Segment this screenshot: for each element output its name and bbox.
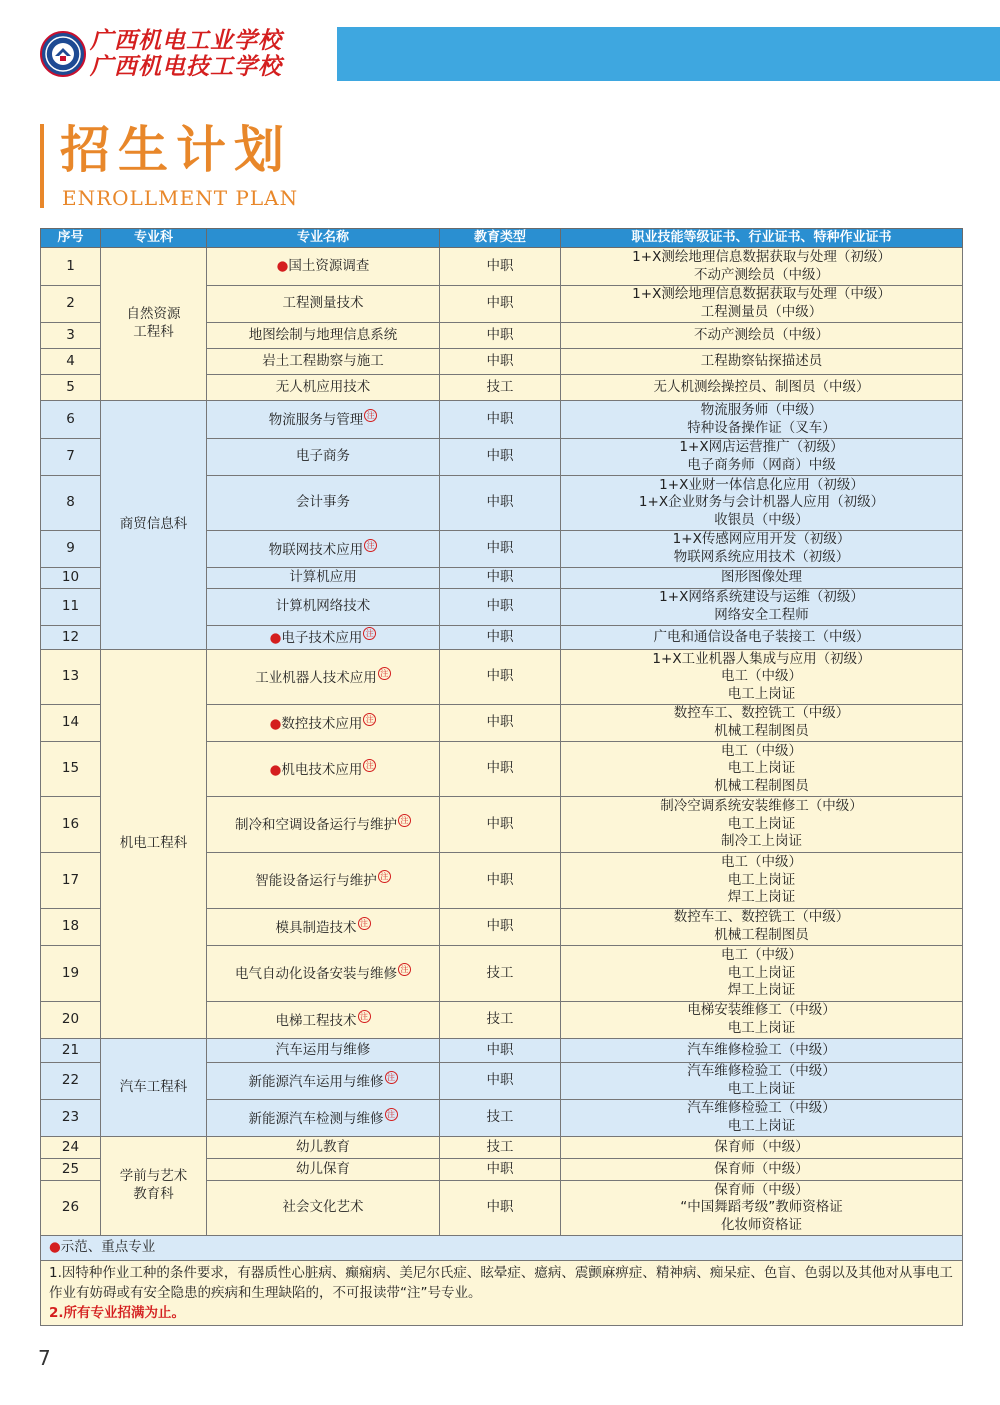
zhu-marker-icon: 注 bbox=[398, 963, 411, 976]
certificate-cell bbox=[561, 589, 963, 626]
certificate-cell bbox=[561, 286, 963, 323]
major-name-cell bbox=[207, 323, 440, 349]
certificate-line: 电工上岗证 bbox=[727, 1118, 796, 1134]
certificate-line: 机械工程制图员 bbox=[714, 777, 809, 794]
certificate-line: 图形图像处理 bbox=[721, 569, 802, 586]
education-type-cell: 中职 bbox=[440, 1039, 561, 1063]
education-type-cell: 中职 bbox=[440, 286, 561, 323]
major-name-cell bbox=[207, 1159, 440, 1181]
major-name-cell bbox=[207, 349, 440, 375]
zhu-marker-icon: 注 bbox=[358, 1010, 371, 1023]
major-name-cell bbox=[207, 375, 440, 401]
major-name-cell bbox=[207, 248, 440, 286]
enrollment-table bbox=[40, 228, 963, 1326]
row-number-cell: 21 bbox=[41, 1039, 101, 1063]
table-row bbox=[41, 1039, 963, 1063]
major-name-cell bbox=[207, 401, 440, 439]
certificate-line: 广电和通信设备电子装接工（中级） bbox=[653, 628, 870, 645]
school-logo-icon bbox=[40, 31, 86, 77]
certificate-line: 保育师（中级） bbox=[714, 1138, 809, 1155]
certificate-line: 物联网系统应用技术（初级） bbox=[673, 549, 850, 565]
certificate-line: 制冷工上岗证 bbox=[721, 833, 802, 850]
certificate-line: 1+X测绘地理信息数据获取与处理（中级） bbox=[632, 286, 891, 303]
major-name-cell bbox=[207, 1181, 440, 1236]
row-number-cell: 16 bbox=[41, 797, 101, 853]
education-type-cell: 中职 bbox=[440, 248, 561, 286]
education-type-cell: 技工 bbox=[440, 1100, 561, 1137]
education-type-cell: 中职 bbox=[440, 476, 561, 531]
certificate-line: 工程测量员（中级） bbox=[700, 304, 823, 320]
major-name: 电梯工程技术 bbox=[275, 1012, 357, 1029]
certificate-line: 1+X企业财务与会计机器人应用（初级） bbox=[638, 494, 885, 511]
certificate-line: 电工上岗证 bbox=[727, 871, 796, 888]
major-name-cell bbox=[207, 439, 440, 476]
department-cell bbox=[101, 248, 207, 401]
certificate-line: 机械工程制图员 bbox=[714, 927, 809, 943]
dot-marker-icon: ● bbox=[269, 761, 282, 778]
page-number: 7 bbox=[38, 1346, 51, 1370]
certificate-cell bbox=[561, 1002, 963, 1039]
education-type-cell: 中职 bbox=[440, 742, 561, 797]
major-name: 物流服务与管理 bbox=[268, 412, 364, 429]
certificate-cell bbox=[561, 1181, 963, 1236]
major-name-cell bbox=[207, 650, 440, 705]
note-1: 1.因特种作业工种的条件要求，有器质性心脏病、癫痫病、美尼尔氏症、眩晕症、癔病、震颤麻痹症、精神病、痴呆症、色盲、色弱以及其他对从事电工作业有妨碍或有安全隐患的疾病和生理缺陷的，不可报读带“注”号专业。 bbox=[49, 1265, 953, 1301]
education-type-cell: 技工 bbox=[440, 946, 561, 1002]
major-name-cell bbox=[207, 1100, 440, 1137]
major-name: 工程测量技术 bbox=[282, 295, 364, 312]
department-cell bbox=[101, 1137, 207, 1236]
page-title: 招生计划 bbox=[60, 120, 292, 179]
education-type-cell: 中职 bbox=[440, 349, 561, 375]
major-name-cell bbox=[207, 1063, 440, 1100]
certificate-cell bbox=[561, 853, 963, 909]
certificate-line: 汽车维修检验工（中级） bbox=[687, 1041, 836, 1058]
certificate-cell bbox=[561, 401, 963, 439]
certificate-line: 电工上岗证 bbox=[727, 964, 796, 981]
notes-row bbox=[41, 1261, 963, 1326]
table-row bbox=[41, 401, 963, 439]
major-name: 机电技术应用 bbox=[281, 761, 363, 778]
major-name-cell bbox=[207, 1002, 440, 1039]
certificate-cell bbox=[561, 531, 963, 568]
dot-marker-icon: ● bbox=[276, 257, 289, 274]
certificate-cell bbox=[561, 1159, 963, 1181]
certificate-line: 汽车维修检验工（中级） bbox=[687, 1100, 836, 1117]
major-name-cell bbox=[207, 568, 440, 589]
education-type-cell: 中职 bbox=[440, 650, 561, 705]
zhu-marker-icon: 注 bbox=[363, 627, 376, 640]
table-row bbox=[41, 650, 963, 705]
zhu-marker-icon: 注 bbox=[363, 759, 376, 772]
certificate-cell bbox=[561, 1063, 963, 1100]
certificate-line: 电梯安装维修工（中级） bbox=[687, 1002, 836, 1019]
zhu-marker-icon: 注 bbox=[364, 409, 377, 422]
certificate-line: 数控车工、数控铣工（中级） bbox=[673, 909, 850, 926]
certificate-cell bbox=[561, 650, 963, 705]
certificate-cell bbox=[561, 476, 963, 531]
major-name-cell bbox=[207, 1137, 440, 1159]
major-name-cell bbox=[207, 531, 440, 568]
certificate-cell bbox=[561, 349, 963, 375]
major-name-cell bbox=[207, 476, 440, 531]
major-name: 电子商务 bbox=[296, 448, 350, 465]
certificate-line: 1+X网络系统建设与运维（初级） bbox=[659, 589, 864, 606]
notes-cell bbox=[41, 1261, 963, 1326]
major-name: 计算机应用 bbox=[289, 569, 357, 586]
department-name-line: 学前与艺术 bbox=[119, 1168, 188, 1185]
certificate-line: 汽车维修检验工（中级） bbox=[687, 1063, 836, 1080]
education-type-cell: 中职 bbox=[440, 568, 561, 589]
school-names bbox=[90, 28, 282, 80]
certificate-line: 电子商务师（网商）中级 bbox=[687, 457, 836, 473]
certificate-cell bbox=[561, 375, 963, 401]
major-name: 地图绘制与地理信息系统 bbox=[248, 326, 398, 343]
major-name: 幼儿保育 bbox=[296, 1160, 350, 1177]
education-type-cell: 技工 bbox=[440, 1002, 561, 1039]
certificate-line: 电工上岗证 bbox=[727, 1020, 796, 1036]
certificate-line: 1+X工业机器人集成与应用（初级） bbox=[652, 650, 871, 667]
certificate-line: 1+X测绘地理信息数据获取与处理（初级） bbox=[632, 248, 891, 265]
row-number-cell: 1 bbox=[41, 248, 101, 286]
major-name: 新能源汽车检测与维修 bbox=[248, 1110, 384, 1127]
certificate-line: 化妆师资格证 bbox=[721, 1216, 802, 1233]
page-subtitle: ENROLLMENT PLAN bbox=[62, 186, 299, 210]
education-type-cell: 中职 bbox=[440, 909, 561, 946]
row-number-cell: 14 bbox=[41, 705, 101, 742]
zhu-marker-icon: 注 bbox=[364, 539, 377, 552]
certificate-line: 电工（中级） bbox=[721, 947, 802, 964]
major-name: 工业机器人技术应用 bbox=[255, 669, 377, 686]
row-number-cell: 24 bbox=[41, 1137, 101, 1159]
certificate-line: 1+X网店运营推广（初级） bbox=[679, 439, 844, 456]
legend-text: 示范、重点专业 bbox=[60, 1239, 156, 1256]
certificate-line: 物流服务师（中级） bbox=[700, 401, 823, 418]
department-cell bbox=[101, 401, 207, 650]
row-number-cell: 22 bbox=[41, 1063, 101, 1100]
certificate-line: 电工（中级） bbox=[721, 854, 802, 871]
education-type-cell: 中职 bbox=[440, 853, 561, 909]
certificate-line: 电工上岗证 bbox=[727, 1081, 796, 1097]
department-cell bbox=[101, 1039, 207, 1137]
column-header: 专业名称 bbox=[207, 229, 440, 248]
row-number-cell: 7 bbox=[41, 439, 101, 476]
table-row bbox=[41, 248, 963, 286]
certificate-line: 焊工上岗证 bbox=[727, 982, 796, 999]
major-name: 数控技术应用 bbox=[281, 715, 363, 732]
row-number-cell: 26 bbox=[41, 1181, 101, 1236]
row-number-cell: 18 bbox=[41, 909, 101, 946]
row-number-cell: 19 bbox=[41, 946, 101, 1002]
certificate-line: “中国舞蹈考级”教师资格证 bbox=[680, 1199, 843, 1216]
major-name: 会计事务 bbox=[296, 494, 350, 511]
major-name: 电气自动化设备安装与维修 bbox=[235, 966, 397, 983]
department-name-line: 商贸信息科 bbox=[119, 516, 188, 533]
row-number-cell: 12 bbox=[41, 626, 101, 650]
column-header: 教育类型 bbox=[440, 229, 561, 248]
major-name: 计算机网络技术 bbox=[275, 598, 371, 615]
certificate-cell bbox=[561, 439, 963, 476]
certificate-line: 电工上岗证 bbox=[727, 760, 796, 777]
certificate-cell bbox=[561, 1100, 963, 1137]
dot-marker-icon: ● bbox=[49, 1239, 61, 1256]
education-type-cell: 技工 bbox=[440, 375, 561, 401]
zhu-marker-icon: 注 bbox=[385, 1071, 398, 1084]
certificate-line: 焊工上岗证 bbox=[727, 889, 796, 906]
major-name-cell bbox=[207, 1039, 440, 1063]
row-number-cell: 2 bbox=[41, 286, 101, 323]
education-type-cell: 中职 bbox=[440, 439, 561, 476]
department-name-line: 机电工程科 bbox=[119, 835, 188, 852]
dot-marker-icon: ● bbox=[269, 630, 282, 647]
certificate-line: 特种设备操作证（叉车） bbox=[687, 419, 836, 436]
major-name: 新能源汽车运用与维修 bbox=[248, 1073, 384, 1090]
certificate-cell bbox=[561, 742, 963, 797]
column-header: 序号 bbox=[41, 229, 101, 248]
column-header: 职业技能等级证书、行业证书、特种作业证书 bbox=[561, 229, 963, 248]
row-number-cell: 20 bbox=[41, 1002, 101, 1039]
legend-row bbox=[41, 1236, 963, 1261]
certificate-line: 电工上岗证 bbox=[727, 815, 796, 832]
row-number-cell: 17 bbox=[41, 853, 101, 909]
certificate-cell bbox=[561, 909, 963, 946]
certificate-line: 电工上岗证 bbox=[727, 685, 796, 702]
dot-marker-icon: ● bbox=[269, 715, 282, 732]
education-type-cell: 中职 bbox=[440, 1063, 561, 1100]
zhu-marker-icon: 注 bbox=[378, 870, 391, 883]
major-name: 智能设备运行与维护 bbox=[255, 873, 377, 890]
row-number-cell: 13 bbox=[41, 650, 101, 705]
school-name-1: 广西机电工业学校 bbox=[90, 27, 282, 54]
header-band bbox=[337, 27, 1000, 81]
major-name: 幼儿教育 bbox=[296, 1138, 350, 1155]
major-name-cell bbox=[207, 946, 440, 1002]
certificate-line: 保育师（中级） bbox=[714, 1160, 809, 1177]
table-row bbox=[41, 1137, 963, 1159]
certificate-line: 1+X传感网应用开发（初级） bbox=[672, 531, 851, 548]
certificate-line: 电工（中级） bbox=[721, 742, 802, 759]
major-name: 制冷和空调设备运行与维护 bbox=[235, 817, 397, 834]
row-number-cell: 15 bbox=[41, 742, 101, 797]
certificate-cell bbox=[561, 323, 963, 349]
zhu-marker-icon: 注 bbox=[398, 814, 411, 827]
row-number-cell: 11 bbox=[41, 589, 101, 626]
legend-cell bbox=[41, 1236, 963, 1261]
certificate-line: 网络安全工程师 bbox=[714, 607, 809, 623]
certificate-line: 不动产测绘员（中级） bbox=[694, 266, 829, 283]
certificate-line: 机械工程制图员 bbox=[714, 723, 809, 739]
department-cell bbox=[101, 650, 207, 1039]
certificate-line: 电工（中级） bbox=[721, 668, 802, 685]
certificate-line: 无人机测绘操控员、制图员（中级） bbox=[653, 378, 870, 395]
education-type-cell: 中职 bbox=[440, 589, 561, 626]
certificate-cell bbox=[561, 1039, 963, 1063]
education-type-cell: 中职 bbox=[440, 531, 561, 568]
major-name-cell bbox=[207, 797, 440, 853]
zhu-marker-icon: 注 bbox=[378, 667, 391, 680]
row-number-cell: 5 bbox=[41, 375, 101, 401]
certificate-line: 制冷空调系统安装维修工（中级） bbox=[660, 798, 863, 815]
row-number-cell: 6 bbox=[41, 401, 101, 439]
certificate-cell bbox=[561, 626, 963, 650]
education-type-cell: 中职 bbox=[440, 626, 561, 650]
certificate-line: 收银员（中级） bbox=[714, 511, 809, 528]
department-name-line: 工程科 bbox=[133, 324, 174, 340]
row-number-cell: 25 bbox=[41, 1159, 101, 1181]
certificate-cell bbox=[561, 946, 963, 1002]
title-accent-bar bbox=[40, 124, 44, 208]
certificate-line: 不动产测绘员（中级） bbox=[694, 326, 829, 343]
education-type-cell: 中职 bbox=[440, 323, 561, 349]
education-type-cell: 中职 bbox=[440, 401, 561, 439]
zhu-marker-icon: 注 bbox=[385, 1108, 398, 1121]
page-header bbox=[0, 0, 1000, 90]
major-name-cell bbox=[207, 286, 440, 323]
major-name: 国土资源调查 bbox=[288, 257, 370, 274]
certificate-cell bbox=[561, 248, 963, 286]
major-name-cell bbox=[207, 626, 440, 650]
certificate-line: 工程勘察钻探描述员 bbox=[700, 352, 823, 369]
major-name: 物联网技术应用 bbox=[268, 541, 364, 558]
major-name: 模具制造技术 bbox=[275, 919, 357, 936]
major-name: 汽车运用与维修 bbox=[275, 1041, 371, 1058]
certificate-line: 数控车工、数控铣工（中级） bbox=[673, 705, 850, 722]
row-number-cell: 8 bbox=[41, 476, 101, 531]
row-number-cell: 9 bbox=[41, 531, 101, 568]
row-number-cell: 23 bbox=[41, 1100, 101, 1137]
department-name-line: 自然资源 bbox=[126, 306, 181, 323]
department-name-line: 教育科 bbox=[133, 1186, 174, 1202]
certificate-cell bbox=[561, 797, 963, 853]
major-name-cell bbox=[207, 853, 440, 909]
table-body bbox=[41, 248, 963, 1236]
school-name-2: 广西机电技工学校 bbox=[90, 53, 282, 80]
major-name-cell bbox=[207, 909, 440, 946]
column-header: 专业科 bbox=[101, 229, 207, 248]
major-name: 社会文化艺术 bbox=[282, 1199, 364, 1216]
major-name-cell bbox=[207, 742, 440, 797]
major-name-cell bbox=[207, 589, 440, 626]
education-type-cell: 中职 bbox=[440, 1159, 561, 1181]
certificate-cell bbox=[561, 568, 963, 589]
zhu-marker-icon: 注 bbox=[363, 713, 376, 726]
department-name-line: 汽车工程科 bbox=[119, 1078, 188, 1095]
row-number-cell: 10 bbox=[41, 568, 101, 589]
education-type-cell: 中职 bbox=[440, 1181, 561, 1236]
certificate-cell bbox=[561, 1137, 963, 1159]
major-name: 电子技术应用 bbox=[281, 630, 363, 647]
certificate-line: 保育师（中级） bbox=[714, 1181, 809, 1198]
zhu-marker-icon: 注 bbox=[358, 917, 371, 930]
major-name: 岩土工程勘察与施工 bbox=[262, 352, 384, 369]
row-number-cell: 3 bbox=[41, 323, 101, 349]
certificate-line: 1+X业财一体信息化应用（初级） bbox=[659, 476, 864, 493]
education-type-cell: 技工 bbox=[440, 1137, 561, 1159]
certificate-cell bbox=[561, 705, 963, 742]
row-number-cell: 4 bbox=[41, 349, 101, 375]
note-2: 2.所有专业招满为止。 bbox=[49, 1305, 186, 1321]
table-header-row bbox=[41, 229, 963, 248]
education-type-cell: 中职 bbox=[440, 705, 561, 742]
major-name-cell bbox=[207, 705, 440, 742]
major-name: 无人机应用技术 bbox=[275, 378, 371, 395]
education-type-cell: 中职 bbox=[440, 797, 561, 853]
